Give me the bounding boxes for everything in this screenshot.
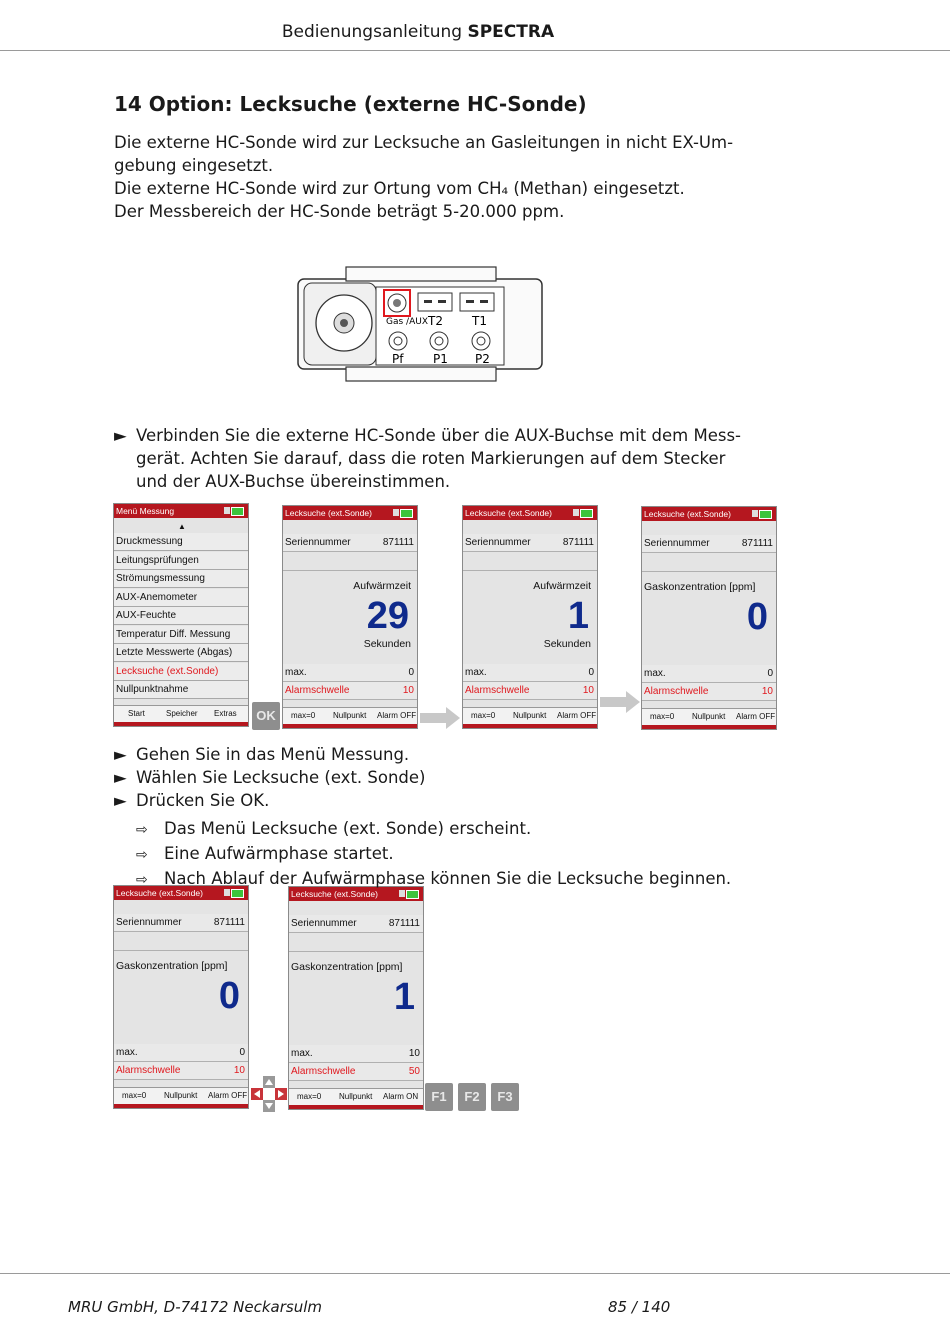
alarm-row bbox=[463, 682, 597, 700]
measurement-screen bbox=[282, 505, 418, 729]
max-row bbox=[114, 1044, 248, 1062]
step-text: Wählen Sie Lecksuche (ext. Sonde) bbox=[136, 768, 426, 787]
screen-title: Lecksuche (ext.Sonde) bbox=[465, 508, 552, 518]
result-text: Das Menü Lecksuche (ext. Sonde) erscheint. bbox=[164, 819, 532, 838]
step-item bbox=[114, 766, 754, 789]
step-item bbox=[114, 743, 754, 766]
screen-titlebar bbox=[642, 507, 776, 521]
serial-label: Seriennummer bbox=[285, 537, 351, 548]
serial-label: Seriennummer bbox=[116, 917, 182, 928]
fkey-alarm[interactable]: Alarm OFF bbox=[736, 712, 776, 721]
function-key-bar bbox=[114, 1087, 248, 1108]
screen-titlebar bbox=[463, 506, 597, 520]
result-arrow-icon: ⇨ bbox=[136, 872, 148, 888]
measure-label: Gaskonzentration [ppm] bbox=[116, 960, 228, 972]
fkey-nullpunkt[interactable]: Nullpunkt bbox=[513, 711, 547, 720]
bullet-marker: ► bbox=[114, 768, 127, 787]
max-label: max. bbox=[465, 667, 487, 678]
menu-item[interactable]: Strömungsmessung bbox=[114, 570, 248, 588]
alarm-value: 10 bbox=[761, 686, 773, 697]
measure-value: 0 bbox=[746, 596, 768, 638]
alarm-row bbox=[289, 1063, 423, 1081]
serial-row bbox=[463, 534, 597, 552]
fkey-max-reset[interactable]: max=0 bbox=[650, 712, 675, 721]
result-item bbox=[136, 817, 731, 842]
f3-key[interactable]: F3 bbox=[491, 1083, 519, 1111]
header-prefix: Bedienungsanleitung bbox=[281, 22, 468, 42]
alarm-label: Alarmschwelle bbox=[291, 1066, 356, 1077]
menu-item-selected[interactable]: Lecksuche (ext.Sonde) bbox=[114, 663, 248, 681]
serial-row bbox=[642, 535, 776, 553]
max-label: max. bbox=[291, 1048, 313, 1059]
result-arrow-icon: ⇨ bbox=[136, 847, 148, 863]
blank-row bbox=[114, 933, 248, 951]
ok-button[interactable]: OK bbox=[252, 702, 280, 730]
step-line: und der AUX-Buchse übereinstimmen. bbox=[136, 472, 451, 491]
fkey-alarm[interactable]: Alarm ON bbox=[383, 1092, 419, 1101]
blank-row bbox=[283, 553, 417, 571]
screen-title: Lecksuche (ext.Sonde) bbox=[285, 508, 372, 518]
serial-value: 871111 bbox=[213, 917, 245, 928]
sd-card-icon bbox=[224, 507, 230, 514]
measure-label: Aufwärmzeit bbox=[533, 580, 591, 592]
measure-label: Gaskonzentration [ppm] bbox=[291, 961, 403, 973]
scroll-up-icon[interactable]: ▲ bbox=[178, 522, 186, 531]
measurement-screen bbox=[641, 506, 777, 730]
bullet-marker: ► bbox=[114, 745, 127, 764]
function-key-bar bbox=[114, 705, 248, 726]
max-value: 0 bbox=[408, 667, 414, 678]
max-label: max. bbox=[644, 668, 666, 679]
alarm-value: 10 bbox=[233, 1065, 245, 1076]
screen-titlebar bbox=[283, 506, 417, 520]
serial-row bbox=[114, 914, 248, 932]
section-heading: 14 Option: Lecksuche (externe HC-Sonde) bbox=[114, 92, 587, 116]
alarm-row bbox=[642, 683, 776, 701]
serial-label: Seriennummer bbox=[291, 918, 357, 929]
result-list bbox=[136, 817, 731, 892]
intro-line: Der Messbereich der HC-Sonde beträgt 5-20.000 ppm. bbox=[114, 202, 565, 221]
sd-card-icon bbox=[393, 509, 399, 516]
result-item bbox=[136, 867, 731, 892]
blank-row bbox=[642, 554, 776, 572]
fkey-alarm[interactable]: Alarm OFF bbox=[557, 711, 597, 720]
intro-line: Die externe HC-Sonde wird zur Ortung vom CH₄ (Methan) eingesetzt. bbox=[114, 179, 685, 198]
intro-line: Die externe HC-Sonde wird zur Lecksuche an Gasleitungen in nicht EX-Um- bbox=[114, 133, 734, 152]
alarm-value: 50 bbox=[408, 1066, 420, 1077]
serial-row bbox=[289, 915, 423, 933]
alarm-label: Alarmschwelle bbox=[644, 686, 709, 697]
t1-label: T1 bbox=[472, 314, 487, 328]
measure-label: Gaskonzentration [ppm] bbox=[644, 581, 756, 593]
screen-title: Menü Messung bbox=[116, 506, 175, 516]
pf-label: Pf bbox=[392, 352, 404, 366]
t2-label: T2 bbox=[428, 314, 443, 328]
sd-card-icon bbox=[573, 509, 579, 516]
function-key-bar bbox=[289, 1088, 423, 1109]
serial-value: 871111 bbox=[562, 537, 594, 548]
max-row bbox=[642, 665, 776, 683]
header-product: SPECTRA bbox=[467, 22, 555, 42]
step-list bbox=[114, 743, 754, 812]
menu-item[interactable]: Leitungsprüfungen bbox=[114, 552, 248, 570]
p2-label: P2 bbox=[475, 352, 490, 366]
measure-value: 29 bbox=[366, 595, 409, 637]
step-text: Gehen Sie in das Menü Messung. bbox=[136, 745, 410, 764]
f2-key[interactable]: F2 bbox=[458, 1083, 486, 1111]
f1-key[interactable]: F1 bbox=[425, 1083, 453, 1111]
blank-row bbox=[289, 934, 423, 952]
header-rule bbox=[0, 50, 950, 51]
max-value: 0 bbox=[239, 1047, 245, 1058]
alarm-row bbox=[283, 682, 417, 700]
blank-row bbox=[463, 553, 597, 571]
alarm-value: 10 bbox=[402, 685, 414, 696]
battery-icon bbox=[759, 510, 772, 519]
step-connect bbox=[114, 424, 754, 493]
function-key-bar bbox=[463, 707, 597, 728]
max-label: max. bbox=[116, 1047, 138, 1058]
function-key-bar bbox=[283, 707, 417, 728]
bullet-marker: ► bbox=[114, 426, 127, 445]
fkey-max-reset[interactable]: max=0 bbox=[291, 711, 316, 720]
serial-value: 871111 bbox=[382, 537, 414, 548]
menu-item[interactable]: Nullpunktnahme bbox=[114, 681, 248, 699]
measure-value: 1 bbox=[393, 976, 415, 1018]
footer-rule bbox=[0, 1273, 950, 1274]
menu-item[interactable]: Druckmessung bbox=[114, 533, 248, 551]
serial-label: Seriennummer bbox=[644, 538, 710, 549]
menu-item[interactable]: AUX-Feuchte bbox=[114, 607, 248, 625]
fkey-extras[interactable]: Extras bbox=[214, 709, 237, 718]
max-value: 0 bbox=[767, 668, 773, 679]
fkey-nullpunkt[interactable]: Nullpunkt bbox=[164, 1091, 198, 1100]
fkey-max-reset[interactable]: max=0 bbox=[122, 1091, 147, 1100]
screen-titlebar bbox=[114, 504, 248, 518]
aux-label: Gas /AUX bbox=[386, 317, 428, 327]
serial-value: 871111 bbox=[741, 538, 773, 549]
measure-unit: Sekunden bbox=[363, 638, 411, 650]
screen-title: Lecksuche (ext.Sonde) bbox=[116, 888, 203, 898]
measure-value: 0 bbox=[218, 975, 240, 1017]
menu-item[interactable]: Letzte Messwerte (Abgas) bbox=[114, 644, 248, 662]
right-arrow-icon bbox=[420, 707, 460, 729]
p1-label: P1 bbox=[433, 352, 448, 366]
screen-title: Lecksuche (ext.Sonde) bbox=[291, 889, 378, 899]
max-value: 0 bbox=[588, 667, 594, 678]
fkey-max-reset[interactable]: max=0 bbox=[297, 1092, 322, 1101]
result-arrow-icon: ⇨ bbox=[136, 822, 148, 838]
measure-unit: Sekunden bbox=[543, 638, 591, 650]
alarm-label: Alarmschwelle bbox=[116, 1065, 181, 1076]
battery-icon bbox=[580, 509, 593, 518]
result-item bbox=[136, 842, 731, 867]
max-label: max. bbox=[285, 667, 307, 678]
fkey-alarm[interactable]: Alarm OFF bbox=[377, 711, 417, 720]
step-line: Verbinden Sie die externe HC-Sonde über die AUX-Buchse mit dem Mess- bbox=[136, 426, 741, 445]
document-header bbox=[0, 22, 836, 42]
max-row bbox=[289, 1045, 423, 1063]
alarm-row bbox=[114, 1062, 248, 1080]
battery-icon bbox=[400, 509, 413, 518]
result-text: Eine Aufwärmphase startet. bbox=[164, 844, 394, 863]
fkey-nullpunkt[interactable]: Nullpunkt bbox=[339, 1092, 373, 1101]
footer-company: MRU GmbH, D-74172 Neckarsulm bbox=[68, 1298, 322, 1316]
step-item bbox=[114, 789, 754, 812]
fkey-nullpunkt[interactable]: Nullpunkt bbox=[692, 712, 726, 721]
function-key-bar bbox=[642, 708, 776, 729]
footer-page-number: 85 / 140 bbox=[608, 1298, 671, 1316]
bullet-marker: ► bbox=[114, 791, 127, 810]
menu-item[interactable]: Temperatur Diff. Messung bbox=[114, 626, 248, 644]
fkey-nullpunkt[interactable]: Nullpunkt bbox=[333, 711, 367, 720]
alarm-label: Alarmschwelle bbox=[285, 685, 350, 696]
alarm-label: Alarmschwelle bbox=[465, 685, 530, 696]
menu-screen bbox=[113, 503, 249, 727]
measurement-screen bbox=[113, 885, 249, 1109]
max-row bbox=[463, 664, 597, 682]
step-line: gerät. Achten Sie darauf, dass die roten Markierungen auf dem Stecker bbox=[136, 449, 726, 468]
serial-row bbox=[283, 534, 417, 552]
measurement-screen bbox=[288, 886, 424, 1110]
device-connector-illustration bbox=[296, 265, 546, 385]
fkey-speicher[interactable]: Speicher bbox=[166, 709, 198, 718]
max-row bbox=[283, 664, 417, 682]
alarm-value: 10 bbox=[582, 685, 594, 696]
serial-value: 871111 bbox=[388, 918, 420, 929]
fkey-max-reset[interactable]: max=0 bbox=[471, 711, 496, 720]
battery-icon bbox=[231, 507, 244, 516]
sd-card-icon bbox=[752, 510, 758, 517]
serial-label: Seriennummer bbox=[465, 537, 531, 548]
max-value: 10 bbox=[408, 1048, 420, 1059]
fkey-alarm[interactable]: Alarm OFF bbox=[208, 1091, 248, 1100]
intro-paragraph bbox=[114, 131, 754, 223]
fkey-start[interactable]: Start bbox=[128, 709, 145, 718]
intro-line: gebung eingesetzt. bbox=[114, 156, 274, 175]
measure-label: Aufwärmzeit bbox=[353, 580, 411, 592]
right-arrow-icon bbox=[600, 691, 640, 713]
measurement-screen bbox=[462, 505, 598, 729]
menu-item[interactable]: AUX-Anemometer bbox=[114, 589, 248, 607]
screen-title: Lecksuche (ext.Sonde) bbox=[644, 509, 731, 519]
navigation-pad-icon[interactable] bbox=[251, 1076, 287, 1112]
step-text: Drücken Sie OK. bbox=[136, 791, 270, 810]
result-text: Nach Ablauf der Aufwärmphase können Sie die Lecksuche beginnen. bbox=[164, 869, 732, 888]
measure-value: 1 bbox=[567, 595, 589, 637]
